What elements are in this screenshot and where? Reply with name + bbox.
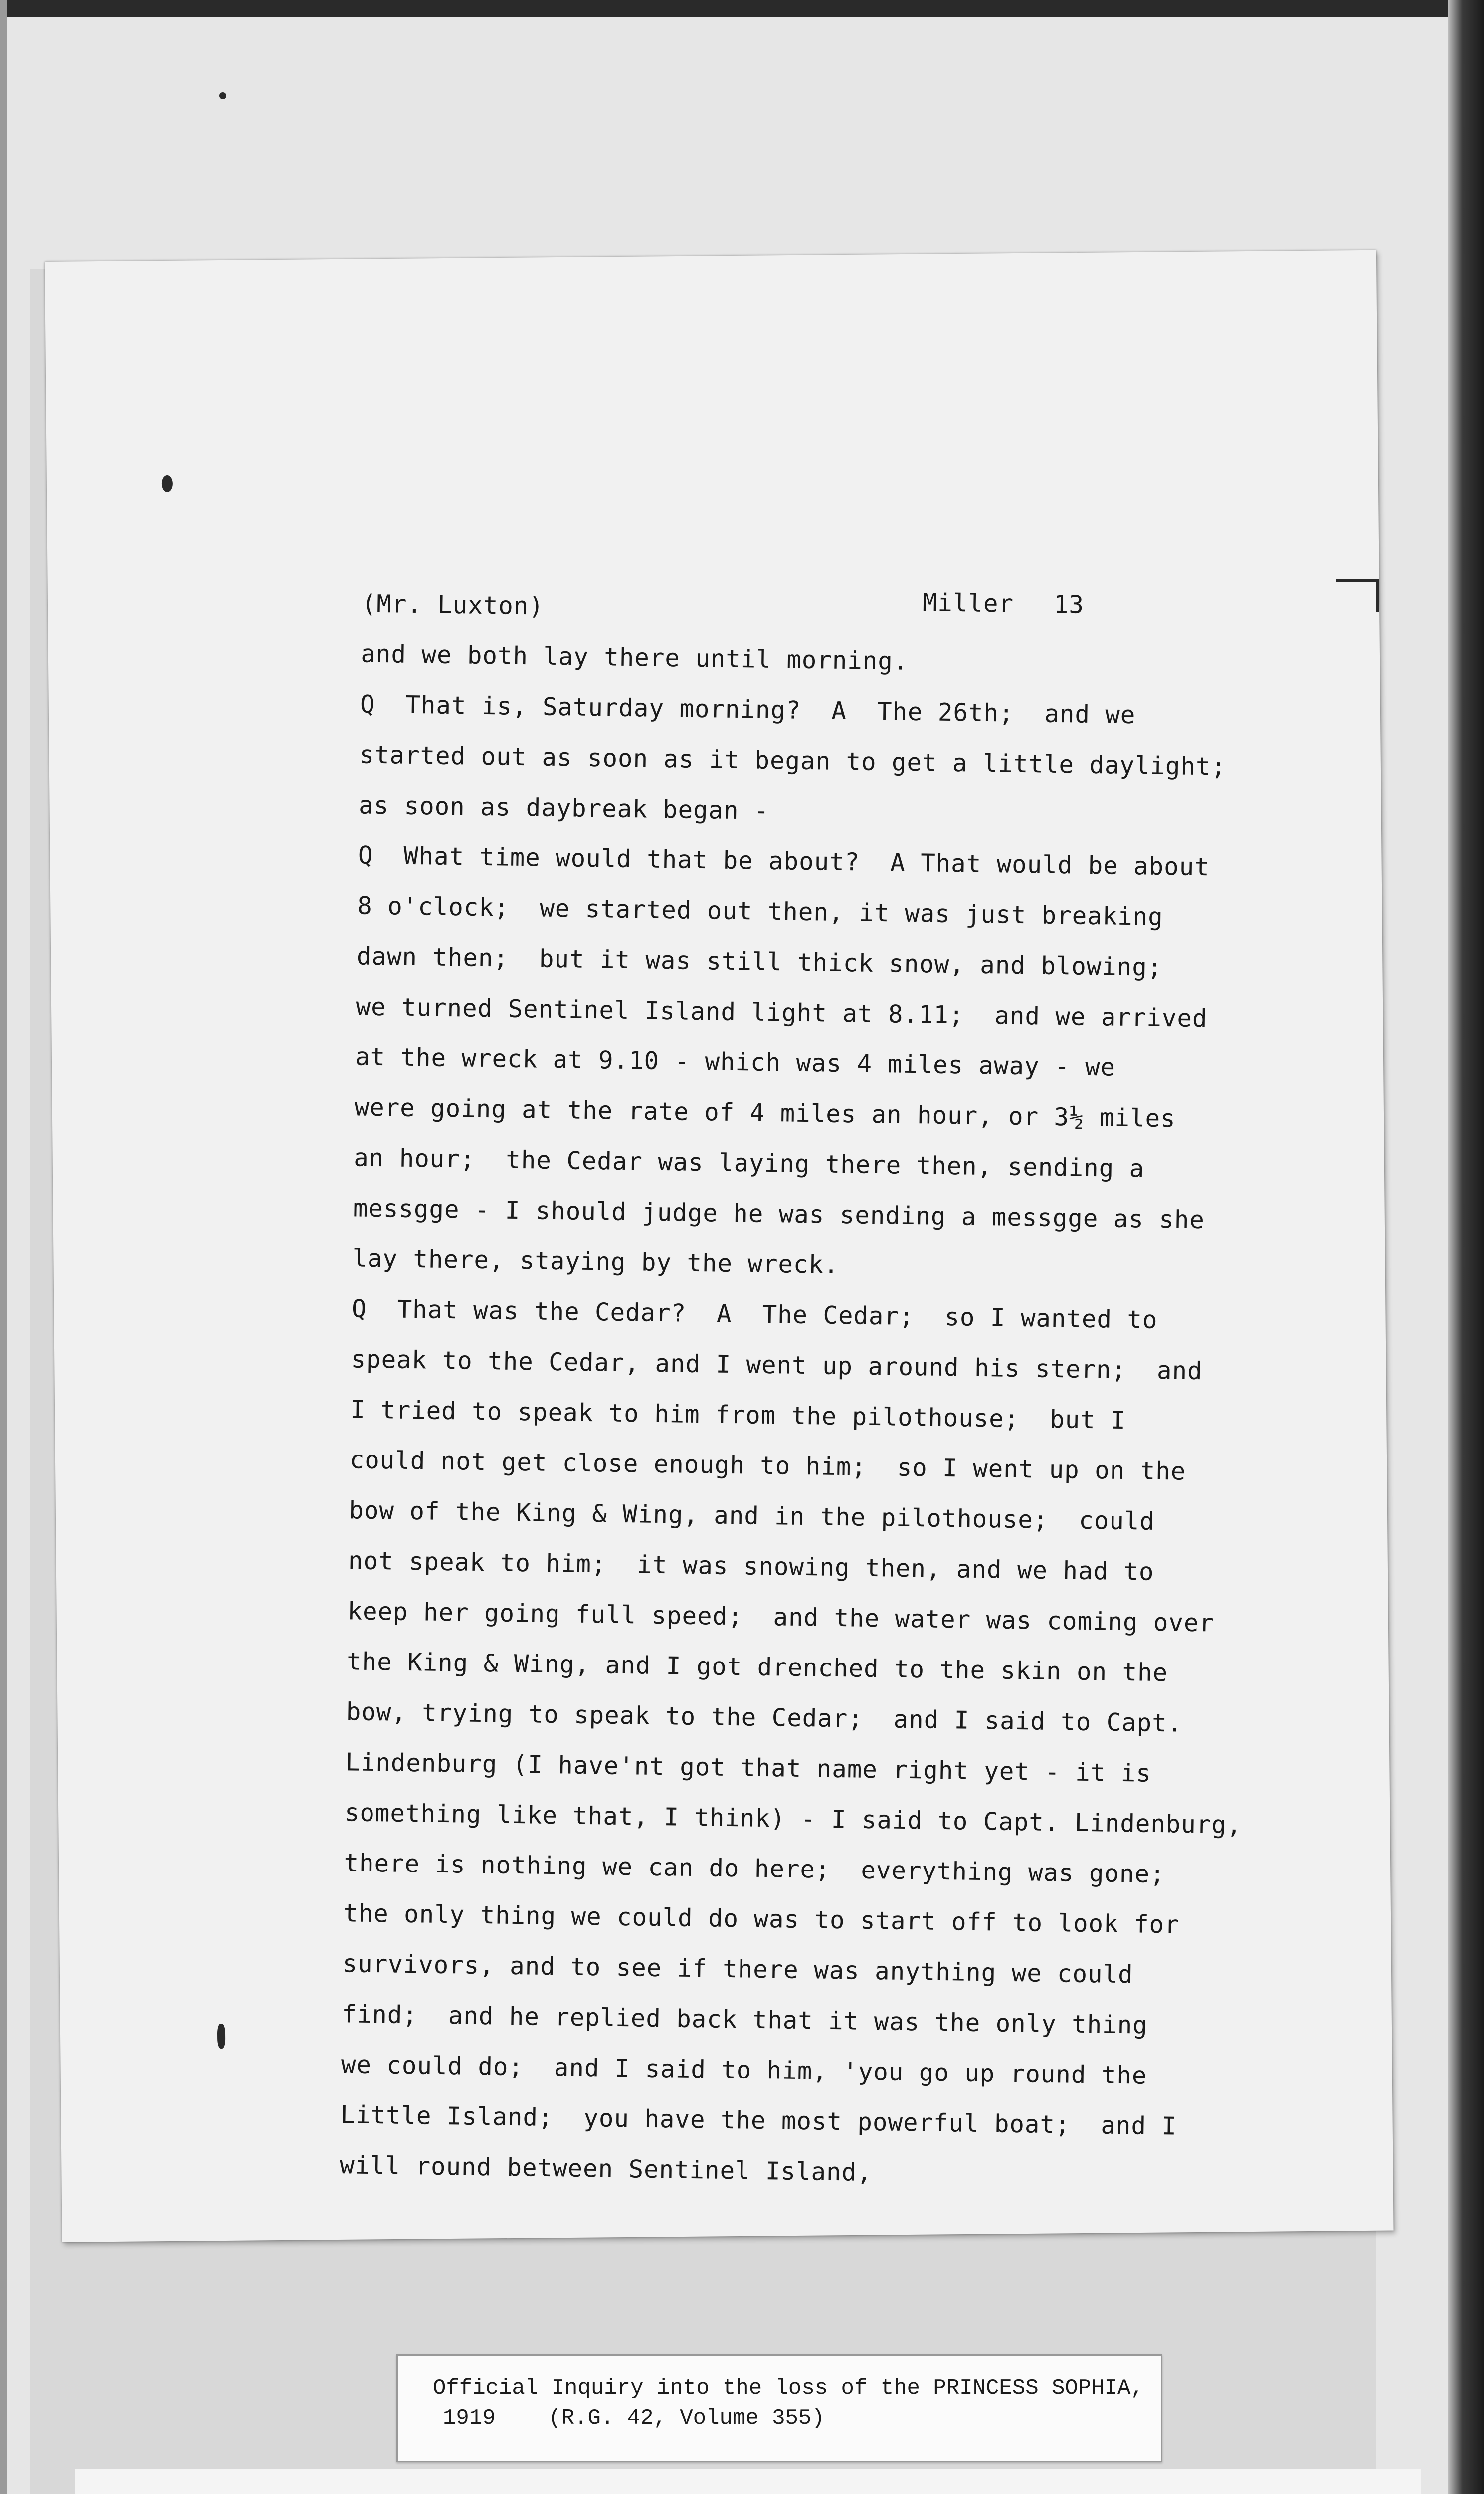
header-right: [922, 577, 1084, 630]
text-line: at the wreck at 9.10 - which was 4 miles away - we: [355, 1042, 1116, 1082]
text-line: Q What time would that be about? A That would be about: [358, 841, 1210, 882]
film-speck: [219, 92, 226, 99]
punch-hole-mark: [217, 2024, 225, 2049]
text-line: Little Island; you have the most powerful boat; and I: [340, 2100, 1177, 2141]
film-left-edge: [0, 0, 7, 2494]
text-line: speak to the Cedar, and I went up around his stern; and: [351, 1345, 1203, 1386]
text-line: keep her going full speed; and the water was coming over: [347, 1597, 1215, 1638]
text-line: survivors, and to see if there was anything we could: [342, 1949, 1134, 1989]
text-line: Q That was the Cedar? A The Cedar; so I wanted to: [351, 1294, 1158, 1334]
text-line: we could do; and I said to him, 'you go up round the: [341, 2050, 1147, 2090]
label-reference-line: 1919 (R.G. 42, Volume 355): [443, 2406, 825, 2431]
witness-name: Miller: [922, 588, 1014, 618]
page-number: 13: [1053, 590, 1085, 619]
transcript-text: [339, 578, 1334, 2204]
transcript-page: [45, 250, 1394, 2242]
text-line: were going at the rate of 4 miles an hour, or 3½ miles: [354, 1093, 1176, 1133]
text-line: bow of the King & Wing, and in the pilothouse; could: [349, 1496, 1155, 1536]
text-line: the only thing we could do was to start off to look for: [343, 1899, 1180, 1939]
text-line: dawn then; but it was still thick snow, and blowing;: [356, 942, 1163, 982]
margin-bracket-mark: [1336, 579, 1379, 612]
staple-mark: [162, 475, 173, 492]
archive-label-slip: [396, 2354, 1162, 2462]
text-line: and we both lay there until morning.: [361, 639, 909, 676]
text-line: Q That is, Saturday morning? A The 26th; and we: [360, 690, 1136, 730]
speaker-name: (Mr. Luxton): [361, 589, 545, 621]
archives-card: [75, 2469, 1421, 2494]
text-line: Lindenburg (I have'nt got that name right yet - it is: [345, 1748, 1152, 1788]
text-line: could not get close enough to him; so I went up on the: [349, 1446, 1186, 1486]
text-line: an hour; the Cedar was laying there then, sending a: [353, 1143, 1145, 1183]
text-line: as soon as daybreak began -: [358, 791, 770, 825]
text-line: will round between Sentinel Island,: [339, 2151, 872, 2187]
label-title-line: Official Inquiry into the loss of the PRINCESS SOPHIA,: [433, 2376, 1144, 2401]
text-line: we turned Sentinel Island light at 8.11; and we arrived: [356, 992, 1208, 1033]
film-top-edge: [0, 0, 1484, 17]
text-line: find; and he replied back that it was the only thing: [341, 2000, 1148, 2040]
film-right-edge: [1448, 0, 1484, 2494]
text-line: there is nothing we can do here; everything was gone;: [344, 1849, 1165, 1889]
text-line: the King & Wing, and I got drenched to the skin on the: [346, 1647, 1168, 1687]
text-line: started out as soon as it began to get a little daylight;: [359, 740, 1227, 781]
text-line: messgge - I should judge he was sending a messgge as she: [353, 1194, 1205, 1235]
text-line: not speak to him; it was snowing then, and we had to: [348, 1546, 1154, 1586]
text-line: I tried to speak to him from the pilothouse; but I: [350, 1395, 1126, 1435]
text-line: 8 o'clock; we started out then, it was just breaking: [357, 891, 1164, 931]
text-line: something like that, I think) - I said to Capt. Lindenburg,: [344, 1798, 1242, 1840]
text-line: lay there, staying by the wreck.: [352, 1244, 839, 1279]
text-line: bow, trying to speak to the Cedar; and I said to Capt.: [346, 1697, 1183, 1738]
